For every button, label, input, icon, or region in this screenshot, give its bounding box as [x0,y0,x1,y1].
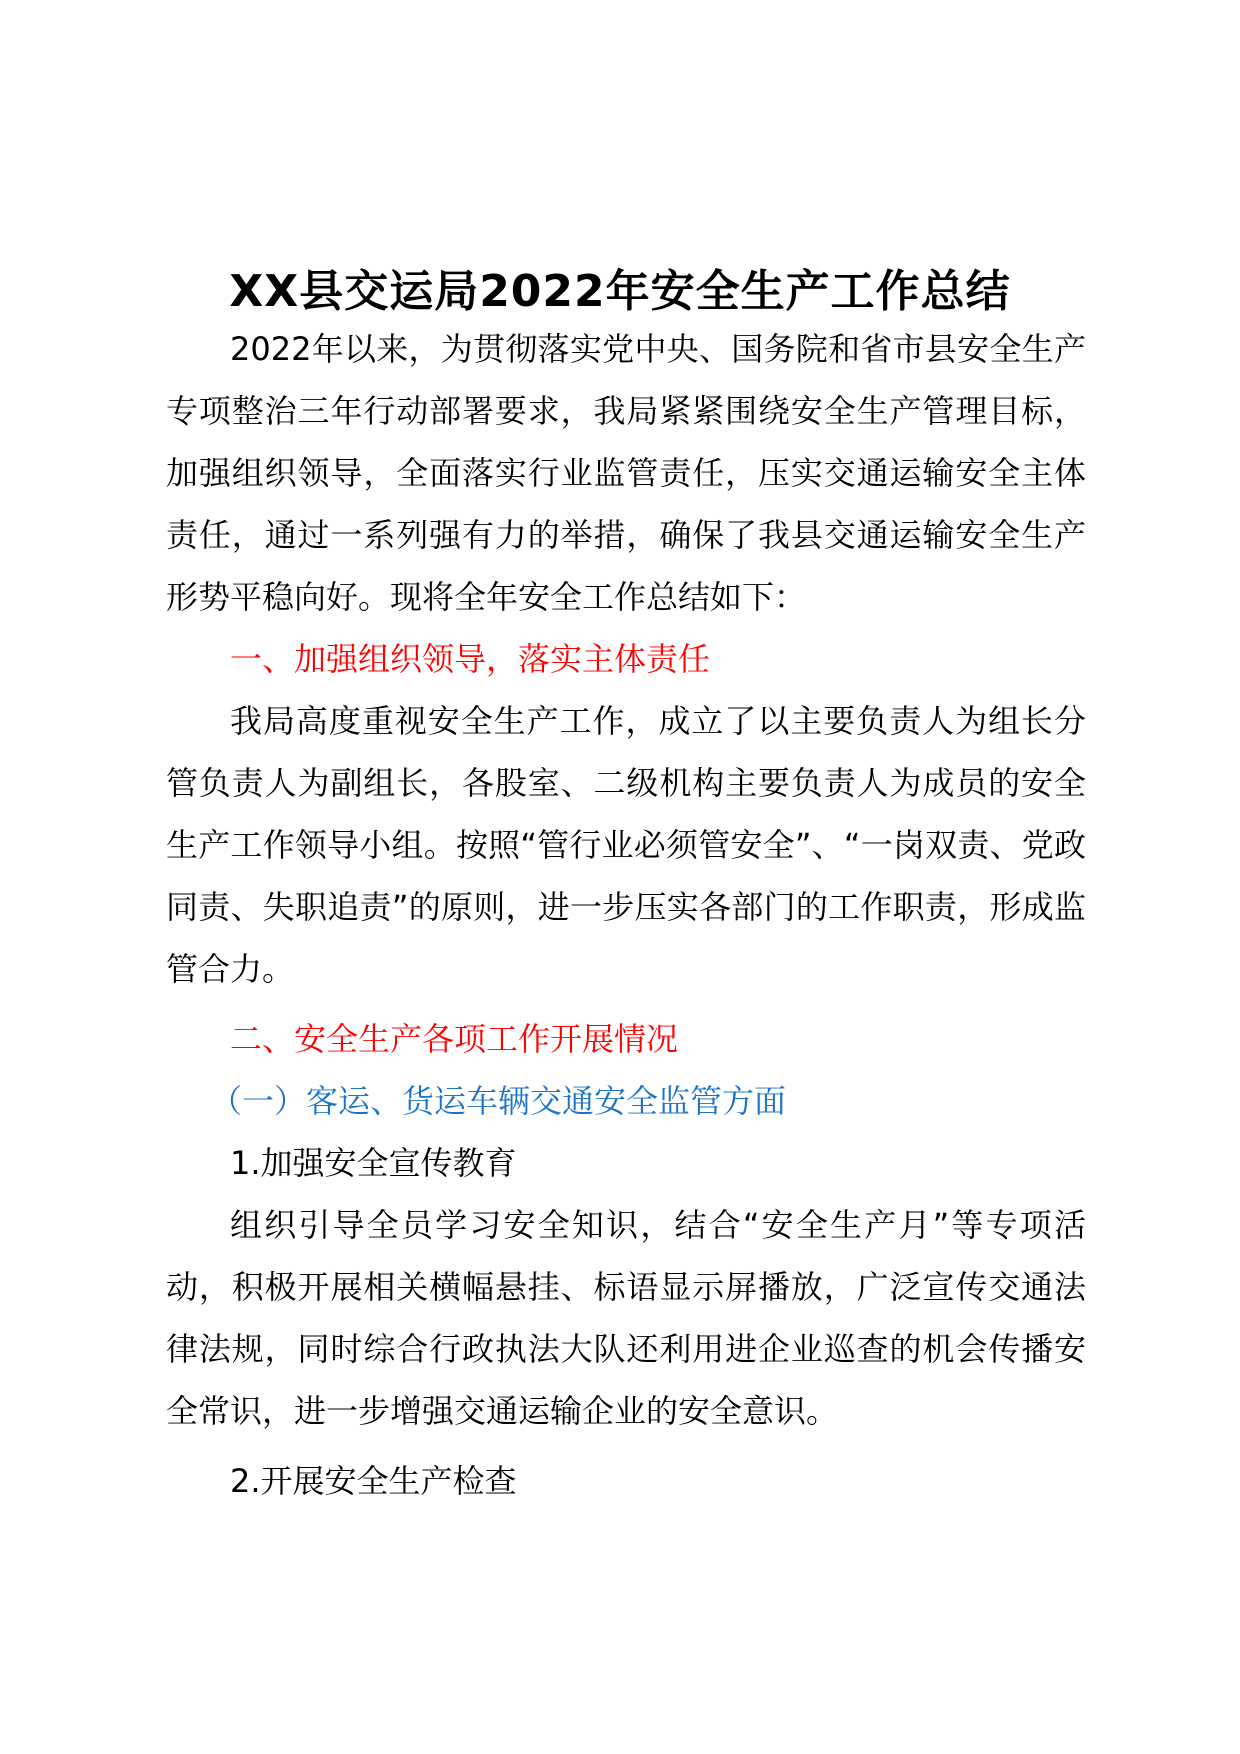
item-1-title: 1.加强安全宣传教育 [230,1144,517,1182]
section-1-paragraph: 我局高度重视安全生产工作，成立了以主要负责人为组长分管负责人为副组长，各股室、二级机构主要负责人为成员的安全生产工作领导小组。按照“管行业必须管安全”、“一岗双责、党政同责、失职追责”的原则，进一步压实各部门的工作职责，形成监管合力。 [166,702,1086,988]
item-1-paragraph: 组织引导全员学习安全知识，结合“安全生产月”等专项活动，积极开展相关横幅悬挂、标语显示屏播放，广泛宣传交通法律法规，同时综合行政执法大队还利用进企业巡查的机会传播安全常识，进一步增强交通运输企业的安全意识。 [166,1206,1086,1430]
document-title: XX县交运局2022年安全生产工作总结 [229,266,1011,317]
section-2-subheading: （一）客运、货运车辆交通安全监管方面 [210,1082,787,1120]
item-2-title: 2.开展安全生产检查 [230,1462,517,1500]
section-1-heading: 一、加强组织领导，落实主体责任 [230,640,711,678]
document-body [166,318,1086,1512]
intro-paragraph: 2022年以来，为贯彻落实党中央、国务院和省市县安全生产专项整治三年行动部署要求，我局紧紧围绕安全生产管理目标，加强组织领导，全面落实行业监管责任，压实交通运输安全主体责任，通过一系列强有力的举措，确保了我县交通运输安全生产形势平稳向好。现将全年安全工作总结如下： [166,330,1086,616]
section-2-heading: 二、安全生产各项工作开展情况 [230,1020,679,1058]
